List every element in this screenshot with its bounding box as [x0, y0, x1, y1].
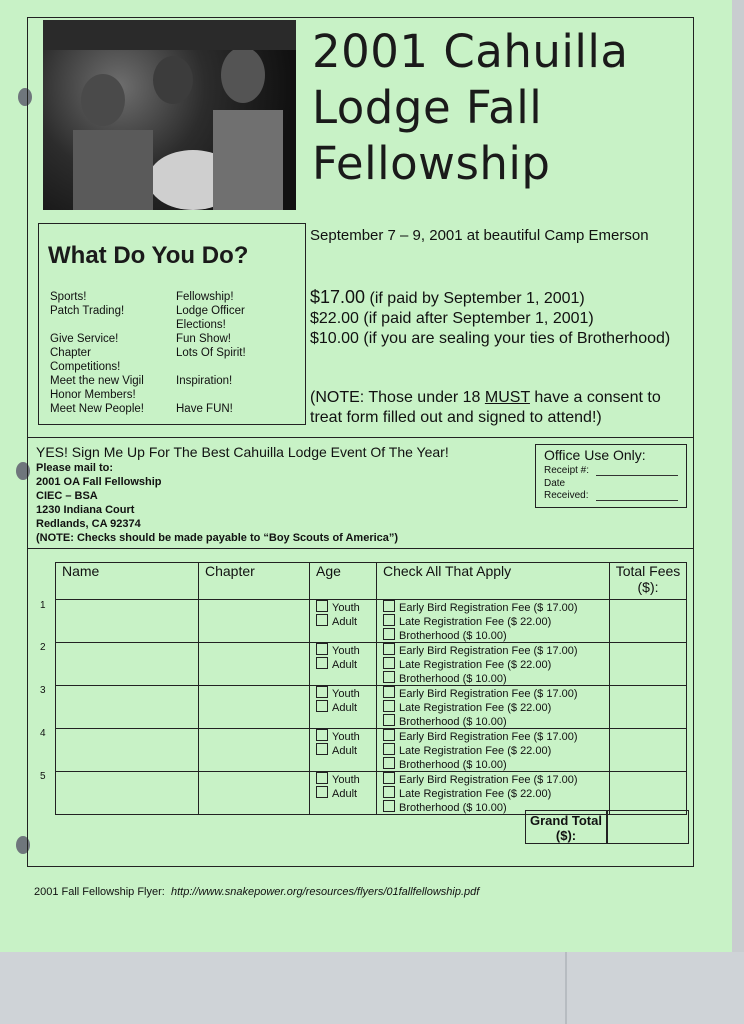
fee-cell: Early Bird Registration Fee ($ 17.00) Late Registration Fee ($ 22.00) Brotherhood ($ 10.00) — [377, 772, 610, 815]
activities-right-column: Fellowship! Lodge Officer Elections! Fun Show! Lots Of Spirit! Inspiration! Have FUN! — [176, 291, 246, 415]
fee-checkbox[interactable] — [383, 729, 395, 741]
fee-checkbox[interactable] — [383, 714, 395, 726]
total-fee-field[interactable] — [610, 643, 687, 686]
activities-left-column: Sports! Patch Trading! Give Service! Chapter Competitions! Meet the new Vigil Honor Members! Meet New People! — [50, 291, 144, 415]
age-checkbox[interactable] — [316, 657, 328, 669]
fee-checkbox[interactable] — [383, 786, 395, 798]
table-header — [56, 563, 687, 600]
signup-headline: YES! Sign Me Up For The Best Cahuilla Lodge Event Of The Year! — [36, 444, 449, 460]
total-fee-field[interactable] — [610, 772, 687, 815]
age-checkbox[interactable] — [316, 743, 328, 755]
chapter-field[interactable] — [199, 686, 310, 729]
age-checkbox[interactable] — [316, 643, 328, 655]
total-fee-field[interactable] — [610, 729, 687, 772]
grand-total-field[interactable] — [607, 810, 689, 844]
fee-checkbox[interactable] — [383, 800, 395, 812]
fee-cell: Early Bird Registration Fee ($ 17.00) Late Registration Fee ($ 22.00) Brotherhood ($ 10.00) — [377, 600, 610, 643]
table-row — [56, 729, 687, 772]
age-checkbox[interactable] — [316, 772, 328, 784]
fee-checkbox[interactable] — [383, 700, 395, 712]
activities-heading: What Do You Do? — [48, 242, 249, 269]
footer: 2001 Fall Fellowship Flyer: http://www.snakepower.org/resources/flyers/01fallfellowship.pdf — [34, 886, 480, 898]
name-field[interactable] — [56, 686, 199, 729]
fee-checkbox[interactable] — [383, 743, 395, 755]
fee-cell: Early Bird Registration Fee ($ 17.00) Late Registration Fee ($ 22.00) Brotherhood ($ 10.00) — [377, 686, 610, 729]
table-row — [56, 600, 687, 643]
row-number: 2 — [40, 642, 46, 653]
fee-checkbox[interactable] — [383, 671, 395, 683]
footer-url: http://www.snakepower.org/resources/flyers/01fallfellowship.pdf — [170, 886, 480, 898]
age-checkbox[interactable] — [316, 686, 328, 698]
total-fee-field[interactable] — [610, 686, 687, 729]
age-cell: Youth Adult — [310, 600, 377, 643]
price-late: $22.00 (if paid after September 1, 2001) — [310, 310, 594, 327]
office-use-box: Office Use Only: Receipt #: Date Received: — [535, 444, 687, 508]
consent-note: (NOTE: Those under 18 MUST have a consent to treat form filled out and signed to attend!) — [310, 389, 661, 426]
price-list — [310, 287, 690, 349]
age-cell: Youth Adult — [310, 643, 377, 686]
age-checkbox[interactable] — [316, 700, 328, 712]
event-dates: September 7 – 9, 2001 at beautiful Camp Emerson — [310, 227, 649, 244]
age-checkbox[interactable] — [316, 729, 328, 741]
fee-checkbox[interactable] — [383, 686, 395, 698]
chapter-field[interactable] — [199, 643, 310, 686]
scanner-background — [0, 952, 744, 1024]
row-number: 1 — [40, 600, 46, 611]
grand-total-label: Grand Total ($): — [525, 810, 607, 844]
header-check: Check All That Apply — [377, 563, 610, 600]
mailing-address: Please mail to: 2001 OA Fall Fellowship CIEC – BSA 1230 Indiana Court Redlands, CA 92374 (NOTE: Checks should be made payable to “Boy Scouts of America”) — [36, 462, 399, 544]
row-number: 5 — [40, 771, 46, 782]
row-number: 3 — [40, 685, 46, 696]
age-checkbox[interactable] — [316, 614, 328, 626]
chapter-field[interactable] — [199, 600, 310, 643]
fee-checkbox[interactable] — [383, 757, 395, 769]
table-row — [56, 686, 687, 729]
fee-cell: Early Bird Registration Fee ($ 17.00) Late Registration Fee ($ 22.00) Brotherhood ($ 10.00) — [377, 643, 610, 686]
age-cell: Youth Adult — [310, 772, 377, 815]
registration-table — [55, 562, 687, 815]
fee-checkbox[interactable] — [383, 614, 395, 626]
price-early: $17.00 (if paid by September 1, 2001) — [310, 287, 585, 307]
name-field[interactable] — [56, 600, 199, 643]
chapter-field[interactable] — [199, 729, 310, 772]
total-fee-field[interactable] — [610, 600, 687, 643]
fee-checkbox[interactable] — [383, 628, 395, 640]
name-field[interactable] — [56, 772, 199, 815]
age-checkbox[interactable] — [316, 786, 328, 798]
header-age: Age — [310, 563, 377, 600]
table-row — [56, 643, 687, 686]
name-field[interactable] — [56, 643, 199, 686]
row-number: 4 — [40, 728, 46, 739]
header-chapter: Chapter — [199, 563, 310, 600]
divider — [27, 437, 694, 438]
fee-checkbox[interactable] — [383, 772, 395, 784]
fee-checkbox[interactable] — [383, 600, 395, 612]
fee-cell: Early Bird Registration Fee ($ 17.00) Late Registration Fee ($ 22.00) Brotherhood ($ 10.00) — [377, 729, 610, 772]
fee-checkbox[interactable] — [383, 657, 395, 669]
price-brotherhood: $10.00 (if you are sealing your ties of Brotherhood) — [310, 330, 671, 347]
header-name: Name — [56, 563, 199, 600]
age-checkbox[interactable] — [316, 600, 328, 612]
scouts-photo — [43, 20, 296, 210]
age-cell: Youth Adult — [310, 729, 377, 772]
age-cell: Youth Adult — [310, 686, 377, 729]
divider — [27, 548, 694, 549]
name-field[interactable] — [56, 729, 199, 772]
chapter-field[interactable] — [199, 772, 310, 815]
page-title: 2001 Cahuilla Lodge Fall Fellowship — [312, 25, 629, 190]
header-total: Total Fees ($): — [610, 563, 687, 600]
fee-checkbox[interactable] — [383, 643, 395, 655]
table-row — [56, 772, 687, 815]
